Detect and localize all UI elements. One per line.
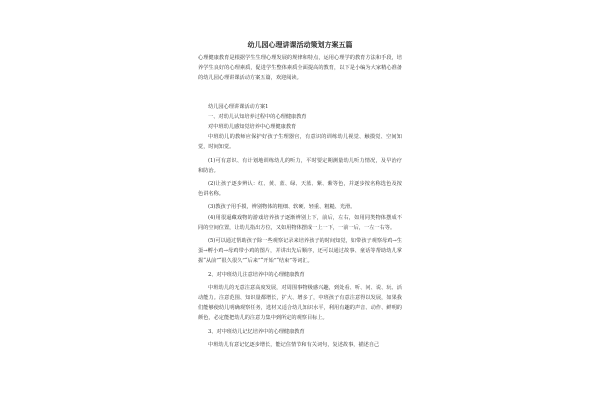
section3-body: 中班幼儿有意记忆逐步增长，能记住情节和有关词句，复述故事，描述自己 bbox=[208, 341, 380, 348]
intro-paragraph: 心理健康教育是根据学生生理心理发展的规律和特点，运用心理学的教育方法和手段，培养学生良好的心理素质，促进学生整体素质全面提高的教育，以下是小编为大家精心准备的幼儿园心理讲课活动方案五篇，欢迎阅读。 bbox=[198, 55, 402, 82]
section1-subheading: 对中班幼儿感知觉培养中心理健康教育 bbox=[208, 124, 297, 131]
section3-heading: 3、对中班幼儿记忆培养中的心理健康教育 bbox=[208, 328, 305, 335]
document-title: 幼儿园心理讲课活动策划方案五篇 bbox=[247, 40, 353, 49]
section1-heading: 一、对幼儿认知培养过程中的心理健康教育 bbox=[208, 113, 307, 120]
list-item-4: (4)用很逼藏戏物的游戏培养孩子逐渐辨别上下，前后，左右，如用同类物体摆成不同的空间位置，让幼儿指出方位，又如用物体摆成一上一下，一前一后，一左一右等。 bbox=[198, 214, 402, 231]
list-item-2: (2)让孩子逐步辨认：红、黄、蓝、绿、天蓝、紫、紫等色，并逐步按名称选色及按色讲名称。 bbox=[198, 181, 402, 198]
section1-body: 中班幼儿的教师应保护好孩子生理器官，有意识的训练幼儿视觉、触摸觉、空间知觉，时间知觉。 bbox=[198, 134, 402, 151]
section2-heading: 2、对中班幼儿注意培养中的心理健康教育 bbox=[208, 271, 305, 278]
list-item-5: (5)可以通过帮助孩子除一些观察记录来培养孩子的时间知觉，如带孩子观察母鸡→生蛋→孵小鸡→母鸡带小鸡的图片，并讲出先后顺序，还可以通过故事、童话等帮助幼儿掌握“从前”“很久很久”“后来”“开始”“结束”等词汇。 bbox=[198, 238, 402, 265]
document-body bbox=[198, 40, 402, 350]
section2-body: 中班幼儿的无意注意高度发展，对周围事物极感兴趣，到处看、听、问、说、玩、活动能力。注意范围、知识量都增长，扩大、增多了，中班孩子有意注意得以发展，如果我们能够使幼儿明确观察任务，选材又适合幼儿知识水平，利用有趣的声音、动作、鲜明的颜色，必定能把幼儿的注意力集中到所定的观察目标上。 bbox=[198, 284, 402, 322]
list-item-3: (3)教孩子用手摸，辨别物体的粗细、软硬、轻重、粗糙、光滑。 bbox=[208, 204, 356, 211]
plan-title: 幼儿园心理讲课活动方案1 bbox=[208, 103, 269, 110]
list-item-1: (1)可有意识、有计划地训练幼儿的听力，平时要定期测量幼儿听力情况，及早治疗和防治。 bbox=[198, 157, 402, 174]
